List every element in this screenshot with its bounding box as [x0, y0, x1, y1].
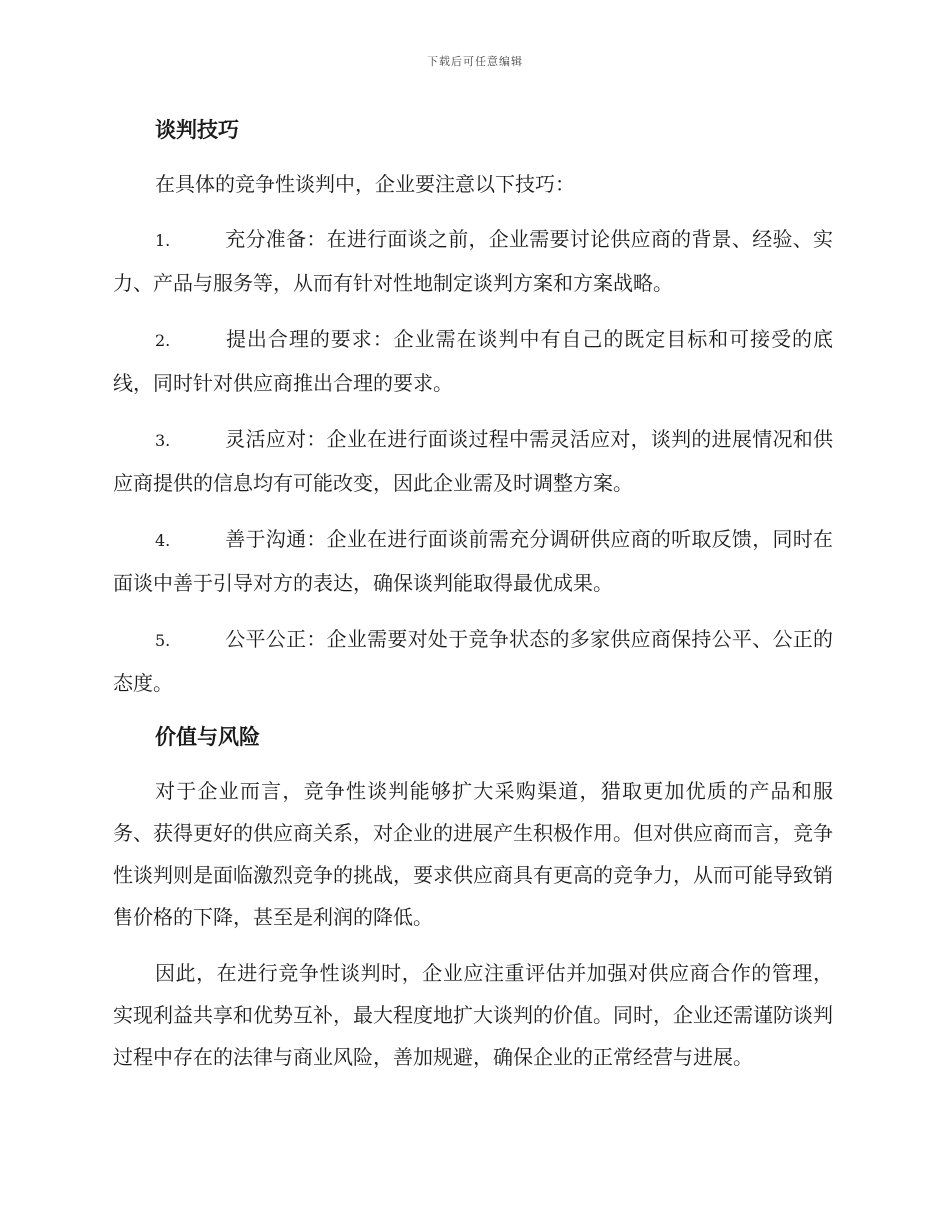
section-heading-negotiation-skills: 谈判技巧	[155, 118, 239, 142]
intro-paragraph: 在具体的竞争性谈判中，企业要注意以下技巧：	[155, 172, 575, 196]
list-item-number: 2.	[155, 331, 171, 350]
list-item	[113, 618, 833, 704]
list-item-number: 5.	[155, 631, 171, 650]
list-item	[113, 518, 833, 604]
list-item-text: 善于沟通：企业在进行面谈前需充分调研供应商的听取反馈，同时在面谈中善于引导对方的表达，确保谈判能取得最优成果。	[113, 527, 833, 595]
list-item-text: 提出合理的要求：企业需在谈判中有自己的既定目标和可接受的底线，同时针对供应商推出合理的要求。	[113, 327, 833, 395]
list-item-text: 充分准备：在进行面谈之前，企业需要讨论供应商的背景、经验、实力、产品与服务等，从而有针对性地制定谈判方案和方案战略。	[113, 227, 833, 295]
list-item	[113, 418, 833, 504]
list-item-text: 公平公正：企业需要对处于竞争状态的多家供应商保持公平、公正的态度。	[113, 627, 833, 695]
list-item-text: 灵活应对：企业在进行面谈过程中需灵活应对，谈判的进展情况和供应商提供的信息均有可能改变，因此企业需及时调整方案。	[113, 427, 833, 495]
list-item	[113, 218, 833, 304]
list-item	[113, 318, 833, 404]
body-paragraph: 对于企业而言，竞争性谈判能够扩大采购渠道，猎取更加优质的产品和服务、获得更好的供应商关系，对企业的进展产生积极作用。但对供应商而言，竞争性谈判则是面临激烈竞争的挑战，要求供应商具有更高的竞争力，从而可能导致销售价格的下降，甚至是利润的降低。	[113, 779, 833, 929]
list-item-number: 4.	[155, 531, 171, 550]
list-item-number: 3.	[155, 431, 171, 450]
body-paragraph: 因此，在进行竞争性谈判时，企业应注重评估并加强对供应商合作的管理，实现利益共享和优势互补，最大程度地扩大谈判的价值。同时，企业还需谨防谈判过程中存在的法律与商业风险，善加规避，确保企业的正常经营与进展。	[113, 961, 833, 1069]
document-body	[113, 110, 833, 1078]
section-heading-value-and-risk: 价值与风险	[155, 725, 260, 749]
page-header-note: 下载后可任意编辑	[427, 55, 523, 68]
list-item-number: 1.	[155, 231, 171, 250]
